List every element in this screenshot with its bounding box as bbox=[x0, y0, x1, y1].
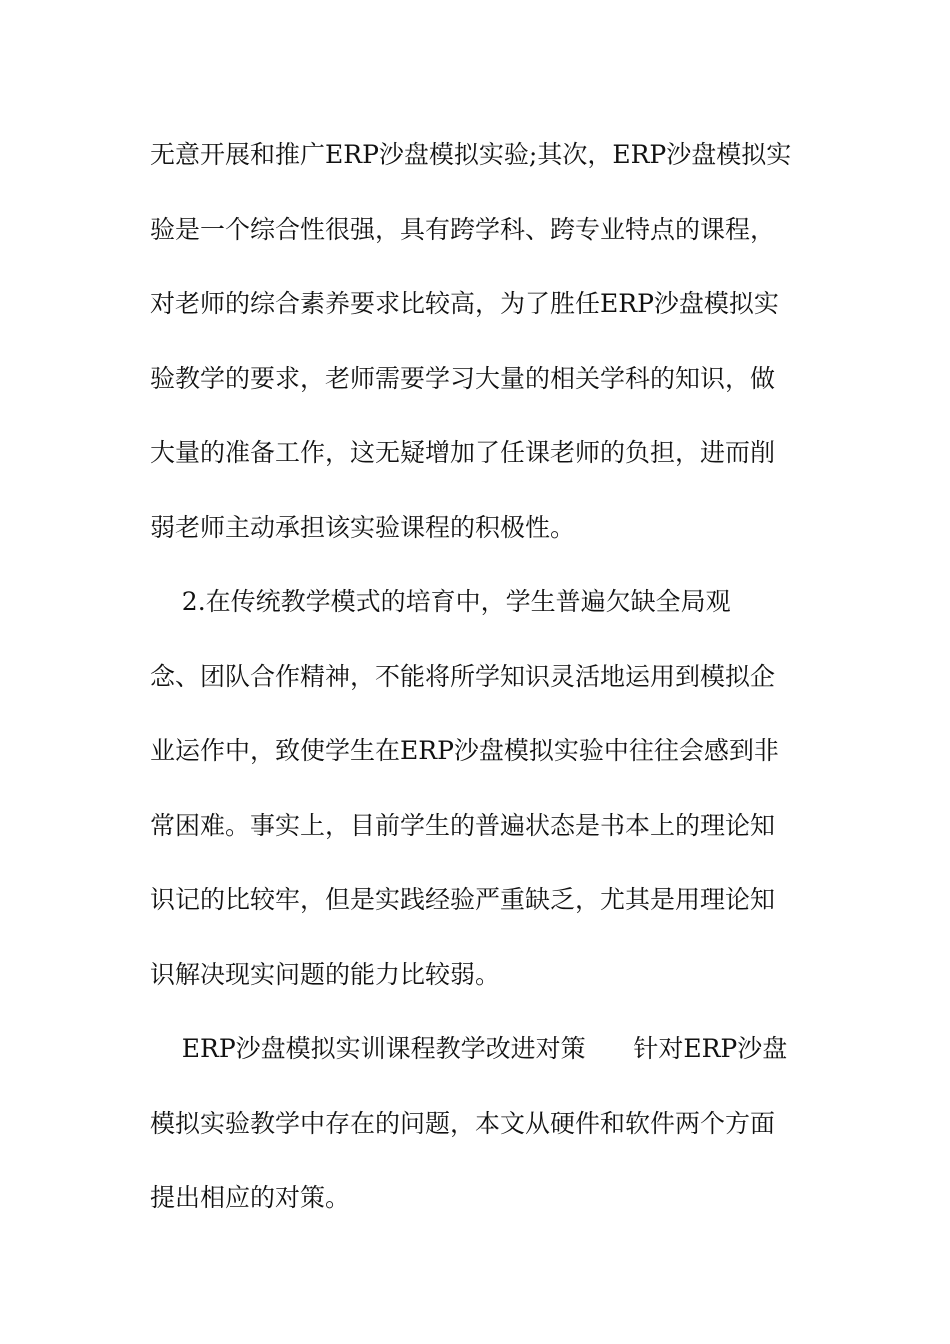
text-line-15: 提出相应的对策。 bbox=[150, 1183, 351, 1212]
text-line-10: 常困难。事实上，目前学生的普遍状态是书本上的理论知 bbox=[150, 810, 776, 840]
text-line-13: ERP沙盘模拟实训课程教学改进对策 针对ERP沙盘 bbox=[150, 1034, 788, 1063]
text-line-3: 对老师的综合素养要求比较高，为了胜任ERP沙盘模拟实 bbox=[150, 289, 779, 318]
text-line-11: 识记的比较牢，但是实践经验严重缺乏，尤其是用理论知 bbox=[150, 885, 776, 914]
text-line-1: 无意开展和推广ERP沙盘模拟实验;其次，ERP沙盘模拟实 bbox=[150, 140, 792, 169]
document-body bbox=[150, 118, 810, 1236]
text-line-8: 念、团队合作精神，不能将所学知识灵活地运用到模拟企 bbox=[150, 661, 776, 691]
text-line-7: 2.在传统教学模式的培育中，学生普遍欠缺全局观 bbox=[150, 587, 731, 616]
text-line-5: 大量的准备工作，这无疑增加了任课老师的负担，进而削 bbox=[150, 438, 776, 467]
text-line-14: 模拟实验教学中存在的问题，本文从硬件和软件两个方面 bbox=[150, 1108, 776, 1138]
text-line-2: 验是一个综合性很强，具有跨学科、跨专业特点的课程， bbox=[150, 214, 776, 244]
text-line-9: 业运作中，致使学生在ERP沙盘模拟实验中往往会感到非 bbox=[150, 736, 779, 765]
text-line-12: 识解决现实问题的能力比较弱。 bbox=[150, 959, 501, 989]
text-line-6: 弱老师主动承担该实验课程的积极性。 bbox=[150, 512, 576, 542]
text-line-4: 验教学的要求，老师需要学习大量的相关学科的知识，做 bbox=[150, 363, 776, 393]
